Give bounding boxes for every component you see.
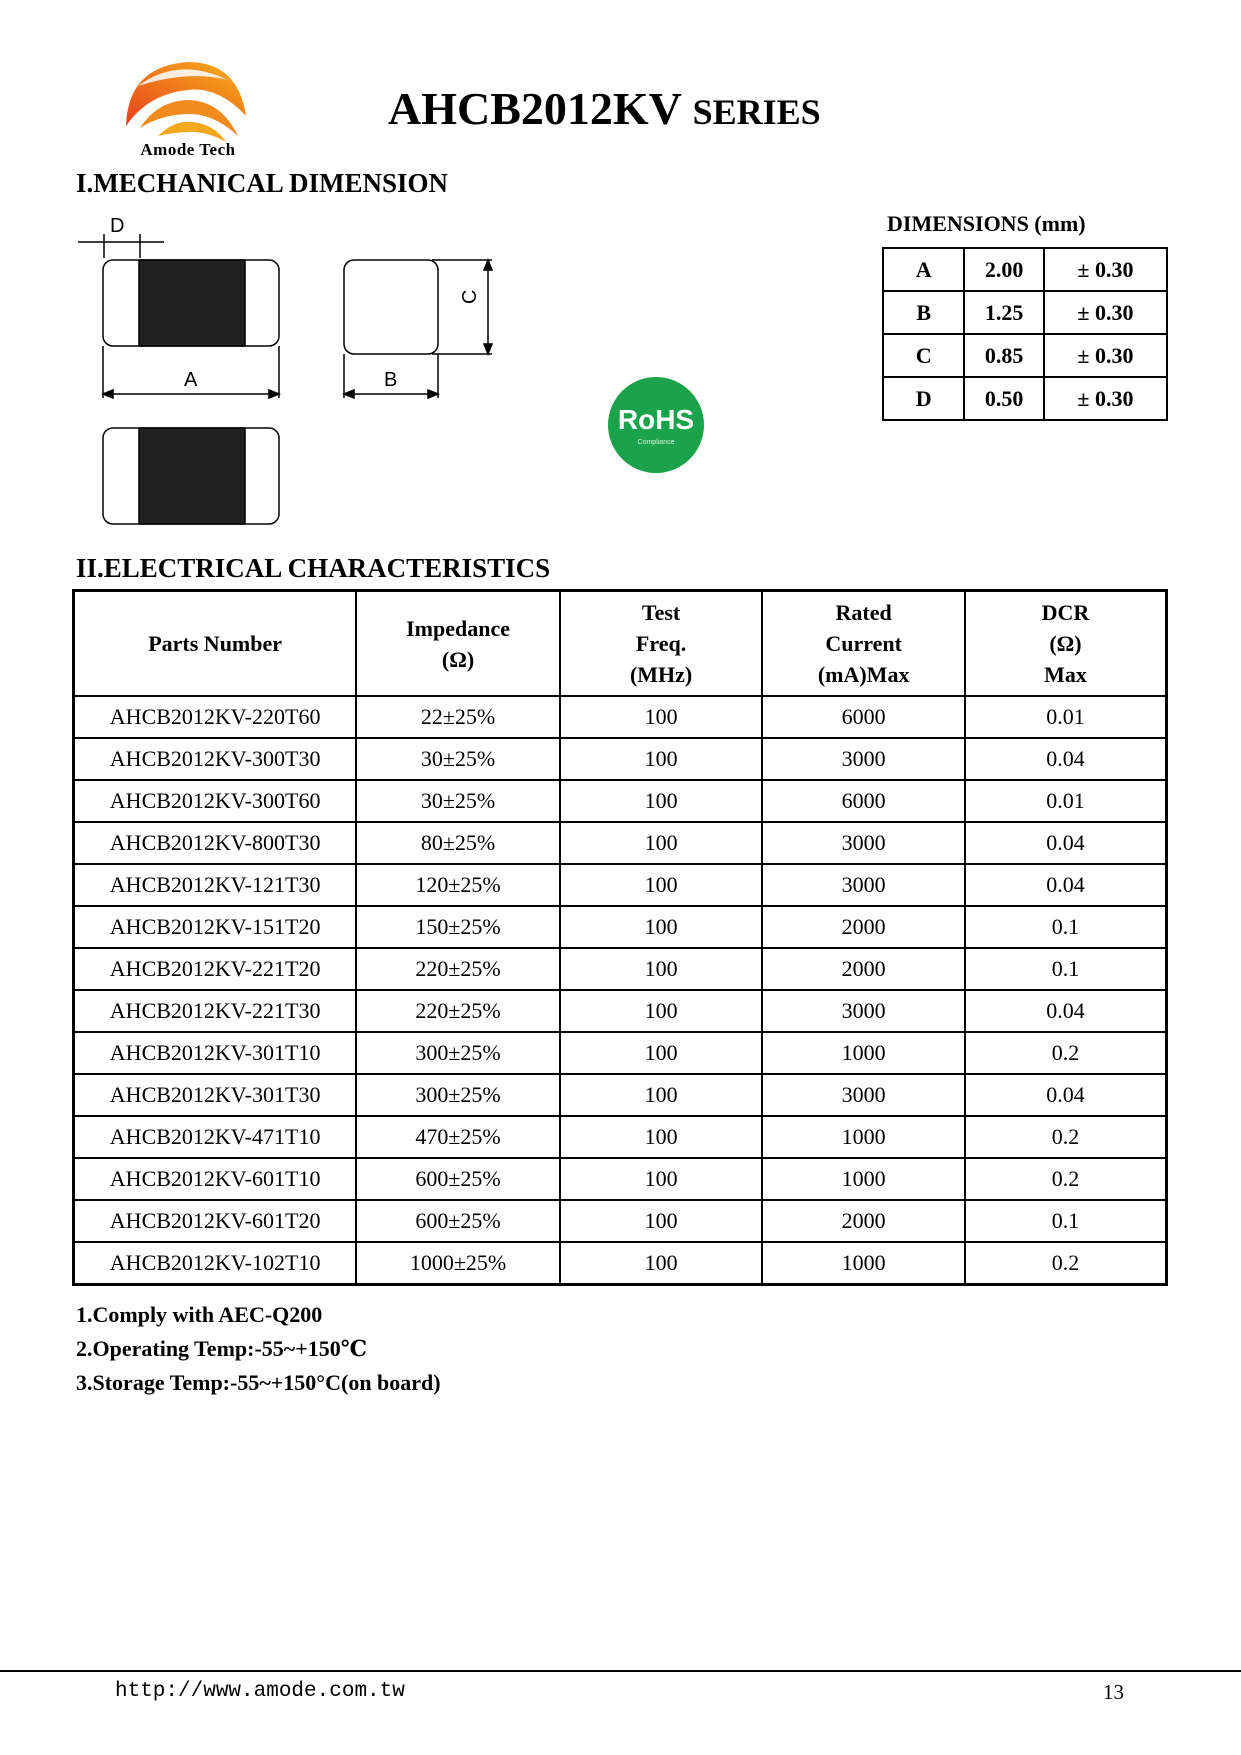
test-freq-cell: 100	[560, 990, 763, 1032]
notes	[76, 1298, 441, 1400]
test-freq-cell: 100	[560, 864, 763, 906]
part-number-cell: AHCB2012KV-221T20	[74, 948, 357, 990]
label-a: A	[184, 369, 198, 391]
table-row	[74, 990, 1167, 1032]
mechanical-drawing	[70, 212, 510, 532]
part-number-cell: AHCB2012KV-800T30	[74, 822, 357, 864]
rated-current-cell: 3000	[762, 738, 965, 780]
dimension-value: 0.50	[964, 377, 1044, 420]
electrical-header-row	[74, 591, 1167, 697]
rated-current-cell: 1000	[762, 1242, 965, 1285]
impedance-cell: 1000±25%	[356, 1242, 560, 1285]
section-mechanical-heading: I.MECHANICAL DIMENSION	[76, 168, 449, 198]
rated-current-cell: 1000	[762, 1116, 965, 1158]
note-item: 2.Operating Temp:-55~+150℃	[76, 1336, 368, 1361]
test-freq-cell: 100	[560, 1032, 763, 1074]
page-title	[388, 82, 821, 135]
impedance-cell: 220±25%	[356, 948, 560, 990]
rated-current-cell: 3000	[762, 822, 965, 864]
test-freq-cell: 100	[560, 1200, 763, 1242]
dimension-row	[883, 248, 1167, 291]
header-line: (Ω)	[1049, 631, 1082, 656]
table-row	[74, 948, 1167, 990]
rohs-badge-icon	[606, 375, 706, 475]
impedance-cell: 470±25%	[356, 1116, 560, 1158]
table-row	[74, 1116, 1167, 1158]
rated-current-cell: 3000	[762, 1074, 965, 1116]
electrical-table-body	[74, 696, 1167, 1285]
rated-current-cell: 1000	[762, 1158, 965, 1200]
header-parts-number	[74, 591, 357, 697]
header-line: Current	[825, 631, 902, 656]
part-number-cell: AHCB2012KV-300T60	[74, 780, 357, 822]
impedance-cell: 150±25%	[356, 906, 560, 948]
part-number-cell: AHCB2012KV-301T30	[74, 1074, 357, 1116]
test-freq-cell: 100	[560, 1074, 763, 1116]
test-freq-cell: 100	[560, 1116, 763, 1158]
dcr-cell: 0.04	[965, 1074, 1167, 1116]
test-freq-cell: 100	[560, 822, 763, 864]
rated-current-cell: 3000	[762, 864, 965, 906]
dimension-name: A	[883, 248, 964, 291]
impedance-cell: 600±25%	[356, 1158, 560, 1200]
test-freq-cell: 100	[560, 1242, 763, 1285]
rohs-label: RoHS	[617, 404, 695, 435]
footer-url-link[interactable]: http://www.amode.com.tw	[115, 1680, 405, 1703]
dcr-cell: 0.2	[965, 1032, 1167, 1074]
section-electrical-heading: II.ELECTRICAL CHARACTERISTICS	[76, 553, 551, 583]
logo-sunburst-icon	[118, 56, 258, 146]
part-number-cell: AHCB2012KV-121T30	[74, 864, 357, 906]
impedance-cell: 22±25%	[356, 696, 560, 738]
header-rated-current	[762, 591, 965, 697]
rated-current-cell: 3000	[762, 990, 965, 1032]
dcr-cell: 0.01	[965, 696, 1167, 738]
impedance-cell: 300±25%	[356, 1032, 560, 1074]
impedance-cell: 30±25%	[356, 738, 560, 780]
logo-text: Amode Tech	[140, 140, 236, 159]
table-row	[74, 1032, 1167, 1074]
dcr-cell: 0.1	[965, 906, 1167, 948]
dimensions-table	[882, 247, 1168, 421]
label-d: D	[110, 215, 125, 237]
table-row	[74, 1074, 1167, 1116]
rated-current-cell: 6000	[762, 780, 965, 822]
dcr-cell: 0.04	[965, 864, 1167, 906]
dimension-value: 1.25	[964, 291, 1044, 334]
dimensions-caption: DIMENSIONS (mm)	[887, 211, 1086, 236]
electrical-table	[72, 589, 1168, 1286]
part-number-cell: AHCB2012KV-301T10	[74, 1032, 357, 1074]
test-freq-cell: 100	[560, 738, 763, 780]
header-dcr	[965, 591, 1167, 697]
header-line: Test	[641, 600, 681, 625]
dimension-tolerance: ± 0.30	[1044, 248, 1167, 291]
label-b: B	[384, 369, 398, 391]
rated-current-cell: 1000	[762, 1032, 965, 1074]
table-row	[74, 864, 1167, 906]
header-line: (MHz)	[629, 662, 693, 687]
test-freq-cell: 100	[560, 696, 763, 738]
header-line: Max	[1044, 662, 1087, 687]
table-row	[74, 738, 1167, 780]
part-number-cell: AHCB2012KV-220T60	[74, 696, 357, 738]
test-freq-cell: 100	[560, 1158, 763, 1200]
dimension-row	[883, 291, 1167, 334]
dcr-cell: 0.04	[965, 738, 1167, 780]
table-row	[74, 1158, 1167, 1200]
table-row	[74, 1242, 1167, 1285]
dcr-cell: 0.04	[965, 822, 1167, 864]
header-line: Rated	[835, 600, 892, 625]
rated-current-cell: 2000	[762, 1200, 965, 1242]
test-freq-cell: 100	[560, 948, 763, 990]
part-number-cell: AHCB2012KV-471T10	[74, 1116, 357, 1158]
dimension-tolerance: ± 0.30	[1044, 291, 1167, 334]
label-c: C	[459, 289, 481, 304]
rated-current-cell: 6000	[762, 696, 965, 738]
impedance-cell: 30±25%	[356, 780, 560, 822]
header-line: Impedance	[406, 615, 510, 641]
test-freq-cell: 100	[560, 906, 763, 948]
dcr-cell: 0.04	[965, 990, 1167, 1032]
header-line: Parts Number	[148, 631, 283, 656]
dcr-cell: 0.1	[965, 1200, 1167, 1242]
table-row	[74, 696, 1167, 738]
title-main: AHCB2012KV	[388, 83, 682, 134]
dimension-name: C	[883, 334, 964, 377]
header-line: (Ω)	[441, 646, 475, 672]
part-number-cell: AHCB2012KV-601T20	[74, 1200, 357, 1242]
part-number-cell: AHCB2012KV-300T30	[74, 738, 357, 780]
dimension-row	[883, 334, 1167, 377]
dimension-value: 2.00	[964, 248, 1044, 291]
dcr-cell: 0.01	[965, 780, 1167, 822]
dimension-row	[883, 377, 1167, 420]
part-number-cell: AHCB2012KV-601T10	[74, 1158, 357, 1200]
header-line: (mA)Max	[817, 662, 910, 687]
part-number-cell: AHCB2012KV-102T10	[74, 1242, 357, 1285]
impedance-cell: 600±25%	[356, 1200, 560, 1242]
title-suffix: SERIES	[692, 92, 821, 132]
table-row	[74, 780, 1167, 822]
dimension-tolerance: ± 0.30	[1044, 377, 1167, 420]
note-item: 3.Storage Temp:-55~+150°C(on board)	[76, 1370, 441, 1395]
dcr-cell: 0.1	[965, 948, 1167, 990]
dcr-cell: 0.2	[965, 1158, 1167, 1200]
dcr-cell: 0.2	[965, 1242, 1167, 1285]
footer-divider	[0, 1670, 1241, 1672]
dimension-value: 0.85	[964, 334, 1044, 377]
dimension-name: D	[883, 377, 964, 420]
header-test-freq	[560, 591, 763, 697]
rohs-sub: Compliance	[637, 439, 675, 446]
table-row	[74, 906, 1167, 948]
impedance-cell: 220±25%	[356, 990, 560, 1032]
dcr-cell: 0.2	[965, 1116, 1167, 1158]
header-impedance	[356, 591, 560, 697]
table-row	[74, 822, 1167, 864]
table-row	[74, 1200, 1167, 1242]
dimension-tolerance: ± 0.30	[1044, 334, 1167, 377]
impedance-cell: 300±25%	[356, 1074, 560, 1116]
note-item: 1.Comply with AEC-Q200	[76, 1302, 323, 1327]
rated-current-cell: 2000	[762, 906, 965, 948]
dimension-name: B	[883, 291, 964, 334]
header-line: Freq.	[635, 631, 687, 656]
rated-current-cell: 2000	[762, 948, 965, 990]
impedance-cell: 80±25%	[356, 822, 560, 864]
test-freq-cell: 100	[560, 780, 763, 822]
part-number-cell: AHCB2012KV-221T30	[74, 990, 357, 1032]
page-number: 13	[1103, 1680, 1124, 1704]
part-number-cell: AHCB2012KV-151T20	[74, 906, 357, 948]
header-line: DCR	[1041, 600, 1090, 625]
impedance-cell: 120±25%	[356, 864, 560, 906]
company-logo	[118, 56, 258, 166]
